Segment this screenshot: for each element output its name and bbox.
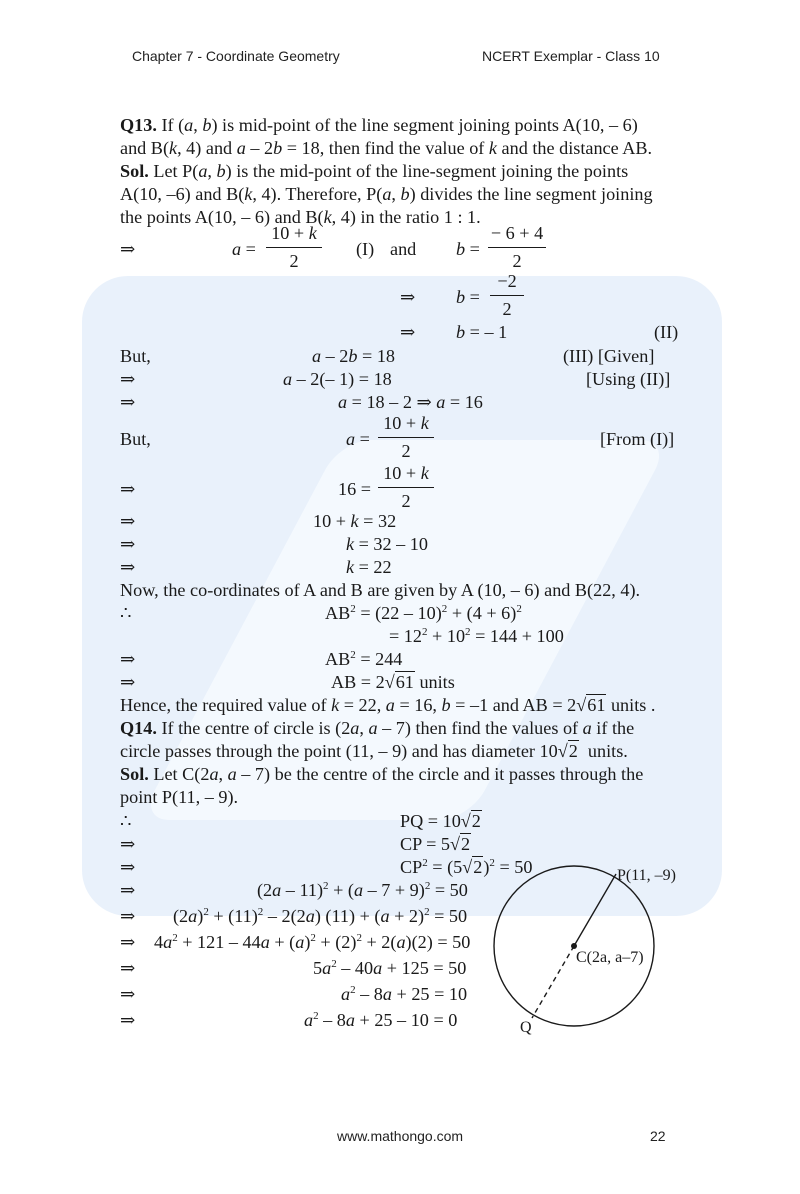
eq-ab2-1: $AB^2 = (22 - 10)^2 + (4 + 6)^2$: [325, 603, 522, 623]
eq-expand-1: $(2a - 11)^2 + (a - 7 + 9)^2 = 50$: [257, 880, 468, 900]
implies-1: ⇒: [120, 239, 136, 259]
sol13-line-1: Sol. Let P(a, b) is the mid-point of the line-segment joining the points: [120, 161, 629, 181]
q14-line-1: Q14. If the centre of circle is (2a, a – 7) then find the values of a if the: [120, 718, 635, 738]
implies-5: ⇒: [120, 392, 136, 412]
implies-6: ⇒: [120, 479, 136, 499]
word-and: and: [390, 239, 417, 259]
q13-line-2: and B(k, 4) and a – 2b = 18, then find the value of k and the distance AB.: [120, 138, 653, 158]
implies-8: ⇒: [120, 534, 136, 554]
label-II: (II): [654, 322, 679, 342]
fraction-neg6plus4-2: − 6 + 4 2: [488, 222, 546, 272]
implies-3: ⇒: [400, 322, 416, 342]
fraction-neg2-2: −2 2: [490, 270, 524, 320]
fraction-10k-2-c: 10 + k 2: [378, 462, 434, 512]
sol14-line-1: Sol. Let C(2a, a – 7) be the centre of the circle and it passes through the: [120, 764, 644, 784]
header-chapter-title: Chapter 7 - Coordinate Geometry: [132, 48, 340, 64]
implies-15: ⇒: [120, 906, 136, 926]
eq-a-lhs: a =: [232, 239, 256, 259]
implies-16: ⇒: [120, 932, 136, 952]
label-I: (I): [356, 239, 375, 259]
implies-14: ⇒: [120, 880, 136, 900]
sol13-line-3: the points A(10, – 6) and B(k, 4) in the ratio 1 : 1.: [120, 207, 481, 227]
implies-17: ⇒: [120, 958, 136, 978]
q13-line-1: Q13. If (a, b) is mid-point of the line segment joining points A(10, – 6): [120, 115, 638, 135]
eq-expand-3: $4a^2 + 121 - 44a + (a)^2 + (2)^2 + 2(a)(2) = 50$: [154, 932, 471, 952]
implies-19: ⇒: [120, 1010, 136, 1030]
but-1: But,: [120, 346, 151, 366]
implies-7: ⇒: [120, 511, 136, 531]
label-c: C(2a, a–7): [576, 949, 644, 966]
eq-expand-6: $a^2 - 8a + 25 - 10 = 0$: [304, 1010, 458, 1030]
eq-ab2-2: = $12^2 + 10^2 = 144 + 100$: [389, 626, 564, 646]
header-book-title: NCERT Exemplar - Class 10: [482, 48, 660, 64]
label-q: Q: [520, 1019, 532, 1036]
radius-cp: [574, 874, 616, 946]
eq-expand-2: $(2a)^2 + (11)^2 - 2(2a) (11) + (a + 2)^2 = 50$: [173, 906, 468, 926]
eq-k-22: k = 22: [346, 557, 392, 577]
eq-a-lhs-2: a =: [346, 429, 370, 449]
eq-b-minus1: b = – 1: [456, 322, 508, 342]
eq-a-2-minus1: a – 2(– 1) = 18: [283, 369, 392, 389]
eq-pq: PQ = 10√2: [400, 811, 481, 831]
hence-line: Hence, the required value of k = 22, a = 16, b = –1 and AB = 2√61 units .: [120, 695, 656, 715]
implies-2: ⇒: [400, 287, 416, 307]
eq-ab-2root61: AB = 2√61 units: [331, 672, 455, 692]
eq-expand-5: $a^2 - 8a + 25 = 10$: [341, 984, 468, 1004]
eq-cp2: $CP^2 = (5√2)^2 = 50$: [400, 857, 533, 877]
implies-13: ⇒: [120, 857, 136, 877]
fraction-10k-2-b: 10 + k 2: [378, 412, 434, 462]
eq-expand-4: $5a^2 - 40a + 125 = 50$: [313, 958, 467, 978]
page-number: 22: [650, 1128, 666, 1144]
implies-18: ⇒: [120, 984, 136, 1004]
therefore-1: ∴: [120, 603, 132, 623]
sol13-line-2: A(10, –6) and B(k, 4). Therefore, P(a, b) divides the line segment joining: [120, 184, 653, 204]
coords-line: Now, the co-ordinates of A and B are given by A (10, – 6) and B(22, 4).: [120, 580, 641, 600]
eq-16-lhs: 16 =: [338, 479, 371, 499]
label-p: P(11, –9): [617, 867, 676, 884]
label-using-II: [Using (II)]: [586, 369, 671, 389]
therefore-2: ∴: [120, 811, 132, 831]
but-2: But,: [120, 429, 151, 449]
implies-10: ⇒: [120, 649, 136, 669]
fraction-10k-2: 10 + k 2: [266, 222, 322, 272]
eq-a-16: a = 18 – 2 ⇒ a = 16: [338, 392, 483, 412]
eq-b-lhs-2: b =: [456, 287, 480, 307]
implies-11: ⇒: [120, 672, 136, 692]
radius-cq-dashed: [532, 946, 574, 1018]
label-from-I: [From (I)]: [600, 429, 675, 449]
eq-a-2b-18: a – 2b = 18: [312, 346, 396, 366]
sol14-line-2: point P(11, – 9).: [120, 787, 239, 807]
eq-cp: CP = 5√2: [400, 834, 471, 854]
label-III-given: (III) [Given]: [563, 346, 655, 366]
implies-9: ⇒: [120, 557, 136, 577]
implies-4: ⇒: [120, 369, 136, 389]
eq-b-lhs: b =: [456, 239, 480, 259]
eq-10k-32: 10 + k = 32: [313, 511, 397, 531]
implies-12: ⇒: [120, 834, 136, 854]
footer-url: www.mathongo.com: [337, 1128, 464, 1144]
eq-ab2-244: $AB^2 = 244$: [325, 649, 403, 669]
eq-k-32-10: k = 32 – 10: [346, 534, 428, 554]
q14-line-2: circle passes through the point (11, – 9) and has diameter 10√2 units.: [120, 741, 628, 761]
circle-diagram: [480, 860, 700, 1040]
